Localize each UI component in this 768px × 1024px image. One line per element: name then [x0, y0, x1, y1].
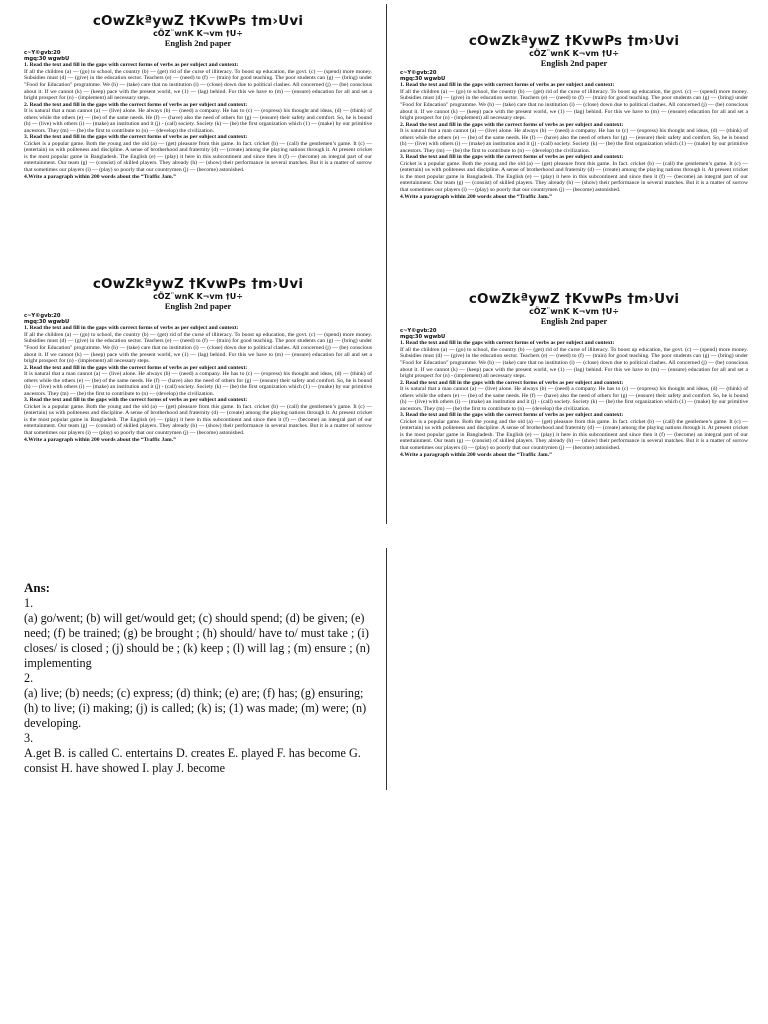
sheet-time: mgq:30 wgwbU [400, 334, 446, 341]
sheet-full-marks: c~Y©gvb:20 [24, 50, 61, 56]
question-heading: 4.Write a paragraph within 200 words about the “Traffic Jam.” [400, 451, 552, 458]
question-heading: 3. Read the text and fill in the gaps with the correct forms of verbs as per subject and context: [400, 412, 624, 419]
sheet-full-marks: c~Y©gvb:20 [400, 328, 437, 334]
question-heading: 1. Read the text and fill in the gaps with correct forms of verbs as per subject and context: [24, 62, 239, 69]
sheet-paper-label: English 2nd paper [164, 301, 232, 311]
sheet-title: cÖwZkªywZ †KvwPs †m›Uvi [468, 34, 680, 49]
vertical-divider-top [386, 4, 387, 524]
question-heading: 2. Read the text and fill in the gaps with the correct forms of verbs as per subject and context: [400, 121, 624, 128]
answer-title: Ans: [24, 580, 51, 595]
question-text: It is natural that a man cannot (a) — (live) alone. He always (b) — (need) a company. He has to (c) — (express) his thought and ideas, (d) — (think) of others while the others (e) — (be) of the same needs. He (f) — (have) also the need of others for (g) — (ensure) their safety and comfort. So, he is bound (h) — (live) with others (i) — (make) an institution and it (j) - (call) society. Society (k) — (be) the first organization which (1) — (make) by our primitive ancestors. They (m) — (be) the first to contribute to (n) — (develop) the civilization. [24, 371, 372, 397]
question-text: If all the children (a) — (go) to school, the country (b) — (get) rid of the curse of illiteracy. To boost up education, the govt. (c) — (spend) more money. Subsidies must (d) — (give) in the education sector. Teachers (e) — (need) to (f) — (train) for good teaching. The poor students can (g) — (bring) under "Food for Education" programme. We (h) — (take) care that no institution (i) — (close) down due to political clashes. All concerned (j) — (be) conscious about it. If we cannot (k) — (keep) pace with the present world, we (1) — (lag) behind. For this we have to (m) — (ensure) education for all and set a bright prospect for (n) - (implement) all necessary steps. [24, 68, 372, 102]
sheet-title: cÖwZkªywZ †KvwPs †m›Uvi [92, 277, 304, 292]
sheet-time: mgq:30 wgwbU [400, 76, 446, 83]
sheet-paper-label: English 2nd paper [540, 316, 608, 326]
question-heading: 3. Read the text and fill in the gaps with the correct forms of verbs as per subject and context: [24, 134, 248, 141]
question-text: It is natural that a man cannot (a) — (live) alone. He always (b) — (need) a company. He has to (c) — (express) his thought and ideas, (d) — (think) of others while the others (e) — (be) of the same needs. He (f) — (have) also the need of others for (g) — (ensure) their safety and comfort. So, he is bound (h) — (live) with others (i) — (make) an institution and it (j) - (call) society. Society (k) — (be) the first organization which (1) — (make) by our primitive ancestors. They (m) — (be) the first to contribute to (n) — (develop) the civilization. [400, 128, 748, 154]
answer-line: (a) go/went; (b) will get/would get; (c) should spend; (d) be given; (e) need; (f) be trained; (g) be brought ; (h) should/ have to/ must take ; (i) closes/ is closed ; (j) should be ; (k) keep ; (l) will lag ; (m) ensure ; (n) implementing [24, 611, 370, 670]
sheet-time: mgq:30 wgwbU [24, 319, 70, 326]
question-text: Cricket is a popular game. Both the young and the old (a) — (get) pleasure from this game. In fact. cricket (b) — (call) the gentlemen’s game. It (c) — (entertain) us with politeness and discipline. A sense of brotherhood and fraternity (d) — (create) among the playing nations through it. At present cricket is the most popular game in Bangladesh. The English (e) — (play) it here in this subcontinent and since then it (f) — (become) an integral part of our entertainment. Our team (g) — (consist) of skilled players. They already (h) — (show) their performance in several matches. But it is a matter of sorrow that sometimes our players (i) — (play) so poorly that our countrymen (j) — (become) astonished. [400, 160, 748, 194]
question-heading: 1. Read the text and fill in the gaps with correct forms of verbs as per subject and context: [24, 325, 239, 332]
question-heading: 1. Read the text and fill in the gaps with correct forms of verbs as per subject and context: [400, 82, 615, 89]
question-heading: 2. Read the text and fill in the gaps with the correct forms of verbs as per subject and context: [24, 101, 248, 108]
answer-line: (a) live; (b) needs; (c) express; (d) think; (e) are; (f) has; (g) ensuring; (h) to live; (i) making; (j) is called; (k) is; (1) was made; (m) were; (n) developing. [24, 686, 367, 730]
question-text: If all the children (a) — (go) to school, the country (b) — (get) rid of the curse of illiteracy. To boost up education, the govt. (c) — (spend) more money. Subsidies must (d) — (give) in the education sector. Teachers (e) — (need) to (f) — (train) for good teaching. The poor students can (g) — (bring) under "Food for Education" programme. We (h) — (take) care that no institution (i) — (close) down due to political clashes. All concerned (j) — (be) conscious about it. If we cannot (k) — (keep) pace with the present world, we (1) — (lag) behind. For this we have to (m) — (ensure) education for all and set a bright prospect for (n) - (implement) all necessary steps. [400, 88, 748, 122]
question-sheet [400, 34, 748, 200]
question-sheet [24, 277, 372, 443]
question-heading: 3. Read the text and fill in the gaps with the correct forms of verbs as per subject and context: [400, 154, 624, 161]
answer-line: 1. [24, 596, 34, 610]
question-heading: 2. Read the text and fill in the gaps with the correct forms of verbs as per subject and context: [400, 379, 624, 386]
sheet-title: cÖwZkªywZ †KvwPs †m›Uvi [92, 14, 304, 29]
question-heading: 4.Write a paragraph within 200 words about the “Traffic Jam.” [24, 173, 176, 180]
question-text: If all the children (a) — (go) to school, the country (b) — (get) rid of the curse of illiteracy. To boost up education, the govt. (c) — (spend) more money. Subsidies must (d) — (give) in the education sector. Teachers (e) — (need) to (f) — (train) for good teaching. The poor students can (g) — (bring) under "Food for Education" programme. We (h) — (take) care that no institution (i) — (close) down due to political clashes. All concerned (j) — (be) conscious about it. If we cannot (k) — (keep) pace with the present world, we (1) — (lag) behind. For this we have to (m) — (ensure) education for all and set a bright prospect for (n) - (implement) all necessary steps. [24, 331, 372, 365]
question-heading: 1. Read the text and fill in the gaps with correct forms of verbs as per subject and context: [400, 340, 615, 347]
answer-line: 3. [24, 731, 34, 745]
question-text: It is natural that a man cannot (a) — (live) alone. He always (b) — (need) a company. He has to (c) — (express) his thought and ideas, (d) — (think) of others while the others (e) — (be) of the same needs. He (f) — (have) also the need of others for (g) — (ensure) their safety and comfort. So, he is bound (h) — (live) with others (i) — (make) an institution and it (j) - (call) society. Society (k) — (be) the first organization which (1) — (make) by our primitive ancestors. They (m) — (be) the first to contribute to (n) — (develop) the civilization. [24, 108, 372, 134]
sheet-title: cÖwZkªywZ †KvwPs †m›Uvi [468, 292, 680, 307]
question-text: If all the children (a) — (go) to school, the country (b) — (get) rid of the curse of illiteracy. To boost up education, the govt. (c) — (spend) more money. Subsidies must (d) — (give) in the education sector. Teachers (e) — (need) to (f) — (train) for good teaching. The poor students can (g) — (bring) under "Food for Education" programme. We (h) — (take) care that no institution (i) — (close) down due to political clashes. All concerned (j) — (be) conscious about it. If we cannot (k) — (keep) pace with the present world, we (1) — (lag) behind. For this we have to (m) — (ensure) education for all and set a bright prospect for (n) - (implement) all necessary steps. [400, 346, 748, 380]
question-heading: 3. Read the text and fill in the gaps with the correct forms of verbs as per subject and context: [24, 397, 248, 404]
answer-line: A.get B. is called C. entertains D. creates E. played F. has become G. consist H. have showed I. play J. become [24, 746, 361, 775]
question-heading: 4.Write a paragraph within 200 words about the “Traffic Jam.” [24, 436, 176, 443]
sheet-subtitle: cÖZ¨wnK K¬vm †U÷ [529, 49, 619, 58]
question-sheet [400, 292, 748, 458]
sheet-paper-label: English 2nd paper [164, 38, 232, 48]
question-heading: 4.Write a paragraph within 200 words about the “Traffic Jam.” [400, 193, 552, 200]
sheet-time: mgq:30 wgwbU [24, 56, 70, 63]
sheet-full-marks: c~Y©gvb:20 [400, 70, 437, 76]
question-text: Cricket is a popular game. Both the young and the old (a) — (get) pleasure from this game. In fact. cricket (b) — (call) the gentlemen’s game. It (c) — (entertain) us with politeness and discipline. A sense of brotherhood and fraternity (d) — (create) among the playing nations through it. At present cricket is the most popular game in Bangladesh. The English (e) — (play) it here in this subcontinent and since then it (f) — (become) an integral part of our entertainment. Our team (g) — (consist) of skilled players. They already (h) — (show) their performance in several matches. But it is a matter of sorrow that sometimes our players (i) — (play) so poorly that our countrymen (j) — (become) astonished. [24, 403, 372, 437]
sheet-subtitle: cÖZ¨wnK K¬vm †U÷ [153, 29, 243, 38]
sheet-paper-label: English 2nd paper [540, 58, 608, 68]
vertical-divider-bottom [386, 548, 387, 790]
question-heading: 2. Read the text and fill in the gaps with the correct forms of verbs as per subject and context: [24, 364, 248, 371]
sheet-subtitle: cÖZ¨wnK K¬vm †U÷ [153, 292, 243, 301]
question-sheet [24, 14, 372, 180]
question-text: Cricket is a popular game. Both the young and the old (a) — (get) pleasure from this game. In fact. cricket (b) — (call) the gentlemen’s game. It (c) — (entertain) us with politeness and discipline. A sense of brotherhood and fraternity (d) — (create) among the playing nations through it. At present cricket is the most popular game in Bangladesh. The English (e) — (play) it here in this subcontinent and since then it (f) — (become) an integral part of our entertainment. Our team (g) — (consist) of skilled players. They already (h) — (show) their performance in several matches. But it is a matter of sorrow that sometimes our players (i) — (play) so poorly that our countrymen (j) — (become) astonished. [400, 418, 748, 452]
sheet-full-marks: c~Y©gvb:20 [24, 313, 61, 319]
question-text: Cricket is a popular game. Both the young and the old (a) — (get) pleasure from this game. In fact. cricket (b) — (call) the gentlemen’s game. It (c) — (entertain) us with politeness and discipline. A sense of brotherhood and fraternity (d) — (create) among the playing nations through it. At present cricket is the most popular game in Bangladesh. The English (e) — (play) it here in this subcontinent and since then it (f) — (become) an integral part of our entertainment. Our team (g) — (consist) of skilled players. They already (h) — (show) their performance in several matches. But it is a matter of sorrow that sometimes our players (i) — (play) so poorly that our countrymen (j) — (become) astonished. [24, 140, 372, 174]
answer-line: 2. [24, 671, 34, 685]
sheet-subtitle: cÖZ¨wnK K¬vm †U÷ [529, 307, 619, 316]
question-text: It is natural that a man cannot (a) — (live) alone. He always (b) — (need) a company. He has to (c) — (express) his thought and ideas, (d) — (think) of others while the others (e) — (be) of the same needs. He (f) — (have) also the need of others for (g) — (ensure) their safety and comfort. So, he is bound (h) — (live) with others (i) — (make) an institution and it (j) - (call) society. Society (k) — (be) the first organization which (1) — (make) by our primitive ancestors. They (m) — (be) the first to contribute to (n) — (develop) the civilization. [400, 386, 748, 412]
answer-section [24, 580, 372, 776]
